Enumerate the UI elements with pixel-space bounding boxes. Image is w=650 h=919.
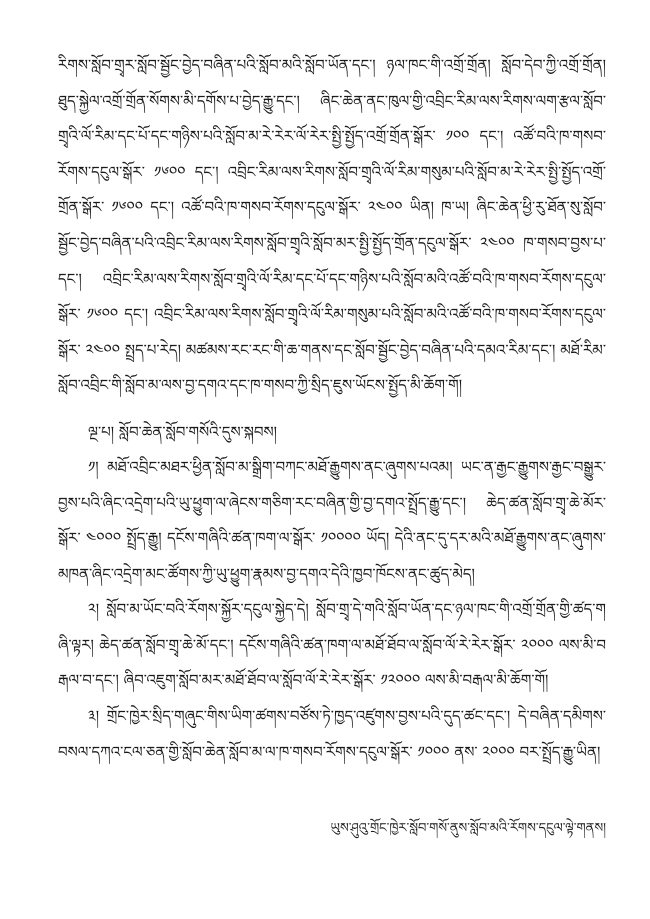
intro-paragraph: རིགས་སློབ་གྲྭར་སློབ་སྦྱོང་བྱེད་བཞིན་པའི་སློབ་མའི་སློབ་ཡོན་དང་། ཉལ་ཁང་གི་འགྲོ་གྲོན། སློབ་དེབ་ཀྱི་འགྲོ་གྲོན། ཐུད་སྐྱེལ་འགྲོ་གྲོན་སོགས་མི་དགོས་པ་བྱེད་རྒྱུ་དང་། ཞིང་ཆེན་ནང་ཁུལ་གྱི་འབྲིང་རིམ་ལས་རིགས་ལག་རྩལ་སློབ་གྲྭའི་ལོ་རིམ་དང་པོ་དང་གཉིས་པའི་སློབ་མ་རེ་རེར་ལོ་རེར་སྤྱི་སྤྱོད་འགྲོ་གྲོན་སྒོར་ ༡༠༠ དང་། འཚོ་བའི་ཁ་གསབ་རོགས་དངུལ་སྒོར་ ༡༦༠༠ དང་། འབྲིང་རིམ་ལས་རིགས་སློབ་གྲྭའི་ལོ་རིམ་གསུམ་པའི་སློབ་མ་རེ་རེར་སྤྱི་སྤྱོད་འགྲོ་གྲོན་སྒོར་ ༡༦༠༠ དང་། འཚོ་བའི་ཁ་གསབ་རོགས་དངུལ་སྒོར་ ༢༤༠༠ ཡིན། ཁ་ཡ། ཞིང་ཆེན་ཕྱི་རུ་ཐོན་སུ་སློབ་སྦྱོང་བྱེད་བཞིན་པའི་འབྲིང་རིམ་ལས་རིགས་སློབ་གྲྭའི་སློབ་མར་སྤྱི་སྤྱོད་གྲོན་དངུལ་སྒོར་ ༢༤༠༠ ཁ་གསབ་བྱས་པ་དང་། འབྲིང་རིམ་ལས་རིགས་སློབ་གྲྭའི་ལོ་རིམ་དང་པོ་དང་གཉིས་པའི་སློབ་མའི་འཚོ་བའི་ཁ་གསབ་རོགས་དངུལ་སྒོར་ ༡༦༠༠ དང་། འབྲིང་རིམ་ལས་རིགས་སློབ་གྲྭའི་ལོ་རིམ་གསུམ་པའི་སློབ་མའི་འཚོ་བའི་ཁ་གསབ་རོགས་དངུལ་སྒོར་ ༢༤༠༠ སྤྲད་པ་རེད། མཚམས་རང་རང་གི་ཆ་གནས་དང་སློབ་སྦྱོང་བྱེད་བཞིན་པའི་དམའ་རིམ་དང་། མཐོ་རིམ་སློབ་འབྲིང་གི་སློབ་མ་ལས་བྱ་དགའ་དང་ཁ་གསབ་ཀྱི་སྲིད་ཇུས་ཡོངས་སྤྱོད་མི་ཆོག་གོ། (58, 56, 606, 395)
list-item-number: ༣། (88, 707, 100, 725)
list-item-number: ༢། (88, 600, 100, 618)
list-item (58, 592, 606, 699)
intro-section (58, 48, 606, 404)
list-item-text: མཐོ་འབྲིང་མཐར་ཕྱིན་སློབ་མ་སྒྲིག་བཀང་མཐོ་རྒྱུགས་ནང་ཞུགས་པའམ། ཡང་ན་རྒྱང་རྒྱུགས་རྒྱང་བསྒྱུར་བྱས་པའི་ཞིང་འདྲེག་པའི་ཡུ་ཕྱུག་ལ་ཞེངས་གཅིག་རང་བཞིན་གྱི་བྱ་དགའ་སྤྲོད་རྒྱུ་དང་། ཆེད་ཚན་སློབ་གྲྭ་ཆེ་མོར་སྒོར་ ༤༠༠༠ སྤྲོད་རྒྱུ། དངོས་གཞིའི་ཚན་ཁག་ལ་སྒོར་ ༡༠༠༠༠ ཡོད། དེའི་ནང་དུ་དར་མའི་མཐོ་རྒྱུགས་ནང་ཞུགས་མཁན་ཞིང་འདྲེག་མང་ཚོགས་ཀྱི་ཡུ་ཕྱུག་རྣམས་བྱ་དགའ་དེའི་ཁྱབ་ཁོངས་ནང་ཚུད་མེད། (58, 458, 606, 583)
list-item-text: གྲོང་ཁྱེར་སྲིད་གཞུང་གིས་ཡིག་ཚགས་བཙོས་ཏེ་ཁྱད་འཛུགས་བྱས་པའི་དུད་ཚང་དང་། དེ་བཞིན་དམིགས་བསལ་དཀའ་ངལ་ཅན་གྱི་སློབ་ཆེན་སློབ་མ་ལ་ཁ་གསབ་རོགས་དངུལ་སྒོར་ ༡༠༠༠ ནས་ ༢༠༠༠ བར་སྤྲོད་རྒྱུ་ཡིན། (58, 707, 606, 761)
section-heading: ལྔ་པ། སློབ་ཆེན་སློབ་གསོའི་དུས་སྐབས། (88, 423, 277, 441)
list-item-text: སློབ་མ་ཡོང་བའི་རོགས་སྐྱོར་དངུལ་སྐྱེད་དེ། སློབ་གྲྭ་དེ་གའི་སློབ་ཡོན་དང་ཉལ་ཁང་གི་འགྲོ་གྲོན་གྱི་ཚད་གཞི་ལྟར། ཆེད་ཚན་སློབ་གྲྭ་ཆེ་མོ་དང་། དངོས་གཞིའི་ཚན་ཁག་ལ་མཐོ་ཐོབ་ལ་སློབ་ལོ་རེ་རེར་སྒོར་ ༢༠༠༠ ལས་མི་བརྒལ་བ་དང་། ཞིབ་འཇུག་སློབ་མར་མཐོ་ཐོབ་ལ་སློབ་ལོ་རེ་རེར་སྒོར་ ༡༢༠༠༠ ལས་མི་བརྒལ་མི་ཆོག་གོ། (58, 600, 606, 690)
numbered-list (58, 450, 606, 806)
footer-signature: ཡུས་ཤུའུ་གྲོང་ཁྱེར་སློབ་གསོ་ནུས་སློབ་མའི་རོགས་དངུལ་ལྟེ་གནས། (330, 821, 606, 836)
list-item (58, 699, 606, 806)
list-item (58, 450, 606, 592)
list-item-number: ༡། (88, 458, 99, 476)
